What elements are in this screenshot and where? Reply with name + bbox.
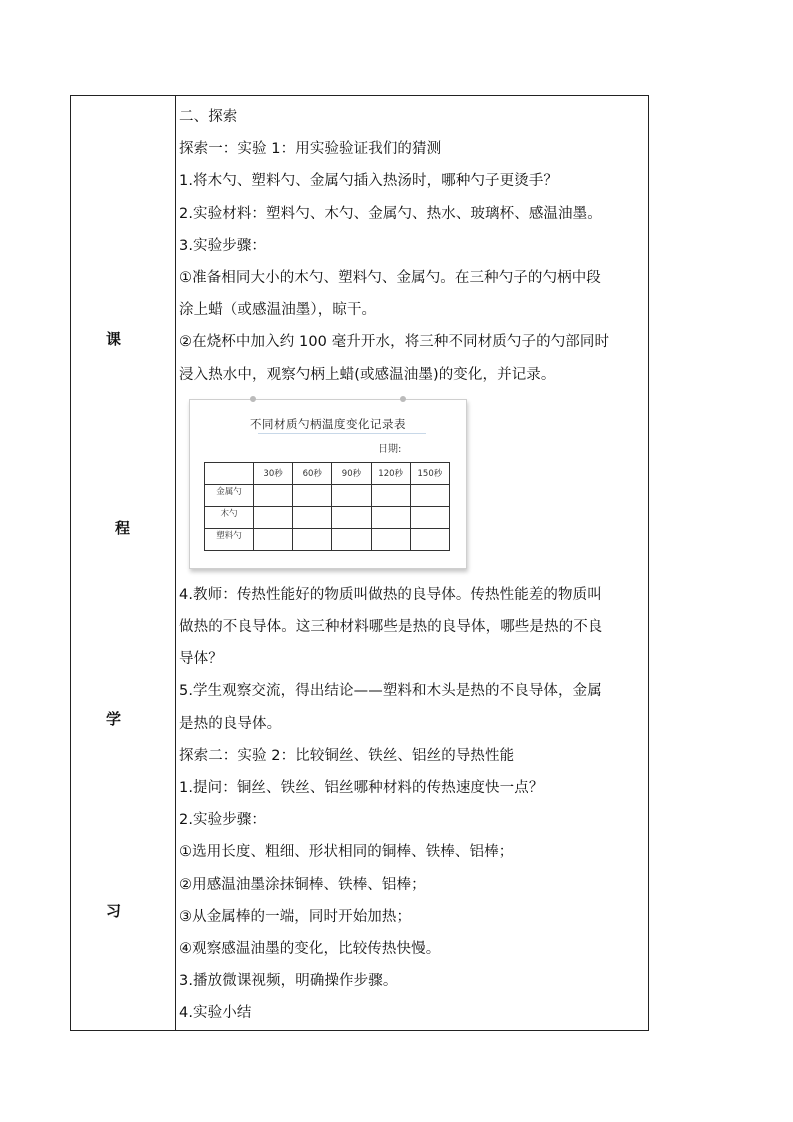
empty-cell (410, 528, 449, 550)
pin-icon (250, 396, 256, 402)
empty-cell (293, 528, 332, 550)
text-line: 3.实验步骤： (179, 237, 267, 254)
lesson-table (70, 95, 649, 1031)
empty-cell (371, 484, 410, 506)
text-line: 3.播放微课视频，明确操作步骤。 (179, 973, 398, 990)
column-header: 30秒 (254, 462, 293, 484)
empty-cell (332, 528, 371, 550)
empty-cell (254, 484, 293, 506)
section-label-column (71, 96, 176, 1031)
text-line: 探索一：实验 1：用实验验证我们的猜测 (179, 141, 442, 158)
empty-cell (293, 484, 332, 506)
text-line: ②在烧杯中加入约 100 毫升开水，将三种不同材质勺子的勺部同时 (179, 334, 610, 351)
column-header: 90秒 (332, 462, 371, 484)
label-char-1: 课 (106, 330, 122, 348)
text-line: 2.实验材料：塑料勺、木勺、金属勺、热水、玻璃杯、感温油墨。 (179, 205, 602, 222)
pin-icon (400, 396, 406, 402)
corner-cell (205, 462, 254, 484)
text-line: ②用感温油墨涂抹铜棒、铁棒、铝棒； (179, 876, 426, 893)
column-header: 150秒 (410, 462, 449, 484)
text-block-after (179, 579, 645, 1030)
text-line: 是热的良导体。 (179, 715, 282, 732)
empty-cell (254, 528, 293, 550)
table-row (205, 484, 450, 506)
label-char-4: 习 (106, 902, 122, 920)
empty-cell (371, 506, 410, 528)
empty-cell (410, 484, 449, 506)
text-line: 探索二：实验 2：比较铜丝、铁丝、铝丝的导热性能 (179, 747, 515, 764)
text-line: 做热的不良导体。这三种材料哪些是热的良导体，哪些是热的不良 (179, 619, 603, 636)
empty-cell (410, 506, 449, 528)
text-line: 涂上蜡（或感温油墨），晾干。 (179, 302, 377, 319)
label-char-3: 学 (106, 710, 122, 728)
text-line: 2.实验步骤： (179, 812, 267, 829)
empty-cell (371, 528, 410, 550)
content-cell (176, 96, 649, 1031)
empty-cell (293, 506, 332, 528)
text-line: ③从金属棒的一端，同时开始加热； (179, 908, 412, 925)
label-char-2: 程 (115, 519, 131, 537)
text-block-before (179, 101, 645, 391)
record-sheet-date-label: 日期: (378, 443, 402, 455)
text-line: 浸入热水中，观察勺柄上蜡(或感温油墨)的变化，并记录。 (179, 366, 556, 383)
text-line: 导体？ (179, 651, 223, 668)
text-line: ①选用长度、粗细、形状相同的铜棒、铁棒、铝棒； (179, 844, 514, 861)
table-row (205, 528, 450, 550)
text-line: 5.学生观察交流，得出结论——塑料和木头是热的不良导体，金属 (179, 683, 602, 700)
text-line: 二、探索 (179, 109, 238, 125)
text-line: 4.教师：传热性能好的物质叫做热的良导体。传热性能差的物质叫 (179, 586, 602, 603)
row-header: 塑料勺 (205, 528, 254, 550)
text-line: 4.实验小结 (179, 1005, 252, 1022)
empty-cell (254, 506, 293, 528)
row-header: 木勺 (205, 506, 254, 528)
empty-cell (332, 484, 371, 506)
record-sheet-header-row (205, 462, 450, 484)
text-line: 1.提问：铜丝、铁丝、铝丝哪种材料的传热速度快一点？ (179, 780, 544, 797)
table-row (205, 506, 450, 528)
row-header: 金属勺 (205, 484, 254, 506)
column-header: 120秒 (371, 462, 410, 484)
text-line: 1.将木勺、塑料勺、金属勺插入热汤时，哪种勺子更烫手？ (179, 173, 559, 190)
text-line: ①准备相同大小的木勺、塑料勺、金属勺。在三种勺子的勺柄中段 (179, 270, 601, 287)
record-sheet-table (204, 462, 450, 551)
empty-cell (332, 506, 371, 528)
record-sheet-image (189, 399, 467, 569)
column-header: 60秒 (293, 462, 332, 484)
text-line: ④观察感温油墨的变化，比较传热快慢。 (179, 941, 441, 958)
record-sheet-title: 不同材质勺柄温度变化记录表 (190, 416, 466, 432)
